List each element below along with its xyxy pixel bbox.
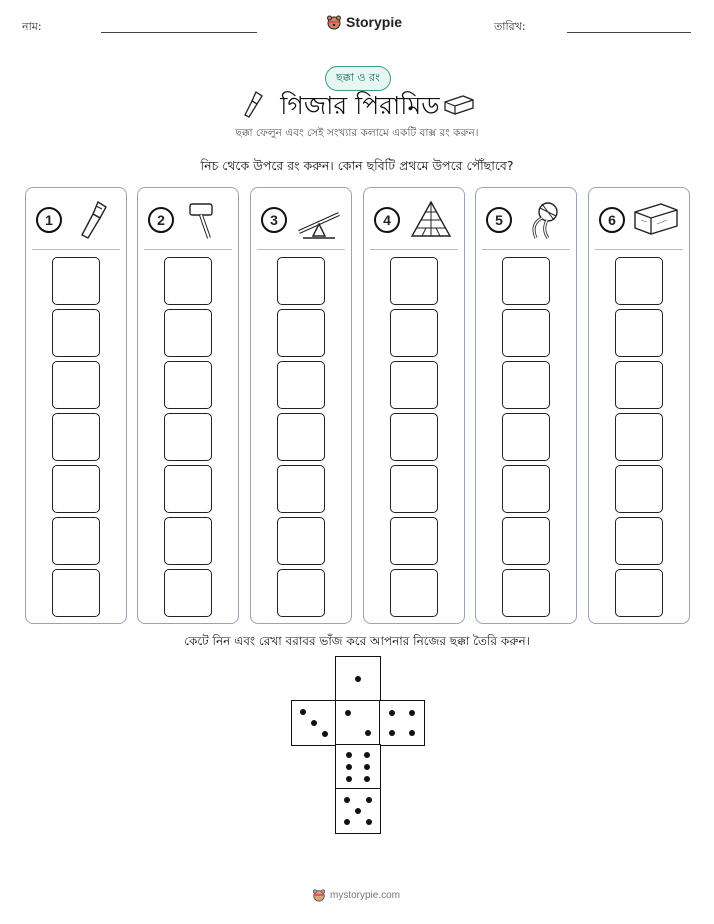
column-divider [482,249,570,250]
dice-pip [365,730,371,736]
dice-pip [409,730,415,736]
lever-icon [295,198,341,242]
dice-pip [300,709,306,715]
color-box[interactable] [277,309,325,357]
color-box[interactable] [502,257,550,305]
dice-pip [346,764,352,770]
column-number: 4 [374,207,400,233]
color-box[interactable] [164,361,212,409]
color-box[interactable] [164,517,212,565]
color-box[interactable] [615,413,663,461]
bear-logo-icon [312,888,326,902]
color-box[interactable] [390,465,438,513]
dice-pip [364,752,370,758]
color-box[interactable] [52,465,100,513]
color-box[interactable] [390,569,438,617]
hammer-icon [182,198,228,242]
column-number: 1 [36,207,62,233]
color-box[interactable] [277,413,325,461]
name-label: নাম: [22,20,42,33]
color-box[interactable] [502,569,550,617]
column-divider [144,249,232,250]
dice-pip [364,776,370,782]
column-number: 2 [148,207,174,233]
date-line[interactable] [567,32,691,33]
column-1 [25,187,127,624]
footer-url[interactable]: mystorypie.com [330,889,401,901]
color-box[interactable] [52,517,100,565]
dice-pip [344,797,350,803]
color-box[interactable] [52,309,100,357]
column-number: 6 [599,207,625,233]
chisel-icon [70,198,116,242]
color-box[interactable] [52,361,100,409]
color-box[interactable] [615,465,663,513]
chisel-icon [242,90,266,120]
color-box[interactable] [277,257,325,305]
color-box[interactable] [390,517,438,565]
column-4 [363,187,465,624]
dice-pip [409,710,415,716]
dice-pip [345,710,351,716]
dice-pip [366,797,372,803]
dice-pip [344,819,350,825]
color-box[interactable] [164,309,212,357]
color-box[interactable] [615,361,663,409]
color-box[interactable] [390,257,438,305]
dice-pip [364,764,370,770]
color-box[interactable] [502,413,550,461]
dice-face-6 [335,744,381,790]
dice-pip [346,776,352,782]
page-subtitle: ছক্কা ফেলুন এবং সেই সংখ্যার কলামে একটি বাক্স রং করুন। [235,127,479,139]
dice-pip [346,752,352,758]
dice-pip [389,710,395,716]
color-box[interactable] [615,569,663,617]
color-box[interactable] [164,569,212,617]
dice-face-5 [335,788,381,834]
dice-face-3 [291,700,337,746]
color-box[interactable] [502,517,550,565]
column-5 [475,187,577,624]
rope-icon [520,198,566,242]
dice-face-4 [379,700,425,746]
column-divider [370,249,458,250]
column-6 [588,187,690,624]
color-box[interactable] [615,257,663,305]
footer [312,888,400,902]
dice-pip [322,731,328,737]
stone-block-icon [443,94,475,116]
color-box[interactable] [277,517,325,565]
brand-logo [326,14,402,30]
color-box[interactable] [390,413,438,461]
column-divider [595,249,683,250]
color-box[interactable] [277,569,325,617]
color-box[interactable] [502,309,550,357]
date-label: তারিখ: [494,20,526,33]
color-box[interactable] [277,465,325,513]
column-divider [32,249,120,250]
page-title: গিজার পিরামিড [280,91,440,120]
column-number: 3 [261,207,287,233]
game-question: নিচ থেকে উপরে রং করুন। কোন ছবিটি প্রথমে উপরে পৌঁছাবে? [200,158,514,173]
color-box[interactable] [164,465,212,513]
dice-pip [355,808,361,814]
column-3 [250,187,352,624]
color-box[interactable] [390,361,438,409]
category-badge: ছক্কা ও রং [325,66,391,91]
color-box[interactable] [277,361,325,409]
column-2 [137,187,239,624]
bear-logo-icon [326,14,342,30]
name-line[interactable] [101,32,257,33]
column-divider [257,249,345,250]
color-box[interactable] [52,569,100,617]
dice-pip [355,676,361,682]
cut-instruction: কেটে নিন এবং রেখা বরাবর ভাঁজ করে আপনার নিজের ছক্কা তৈরি করুন। [184,634,530,648]
color-box[interactable] [615,517,663,565]
color-box[interactable] [164,257,212,305]
color-box[interactable] [52,413,100,461]
dice-face-2 [335,700,381,746]
color-box[interactable] [164,413,212,461]
dice-pip [311,720,317,726]
color-box[interactable] [52,257,100,305]
color-box[interactable] [502,465,550,513]
color-box[interactable] [390,309,438,357]
dice-face-1 [335,656,381,702]
stone-block-icon [633,198,679,242]
column-number: 5 [486,207,512,233]
dice-pip [366,819,372,825]
dice-pip [389,730,395,736]
color-box[interactable] [502,361,550,409]
brand-name: Storypie [346,14,403,30]
pyramid-icon [408,198,454,242]
color-box[interactable] [615,309,663,357]
